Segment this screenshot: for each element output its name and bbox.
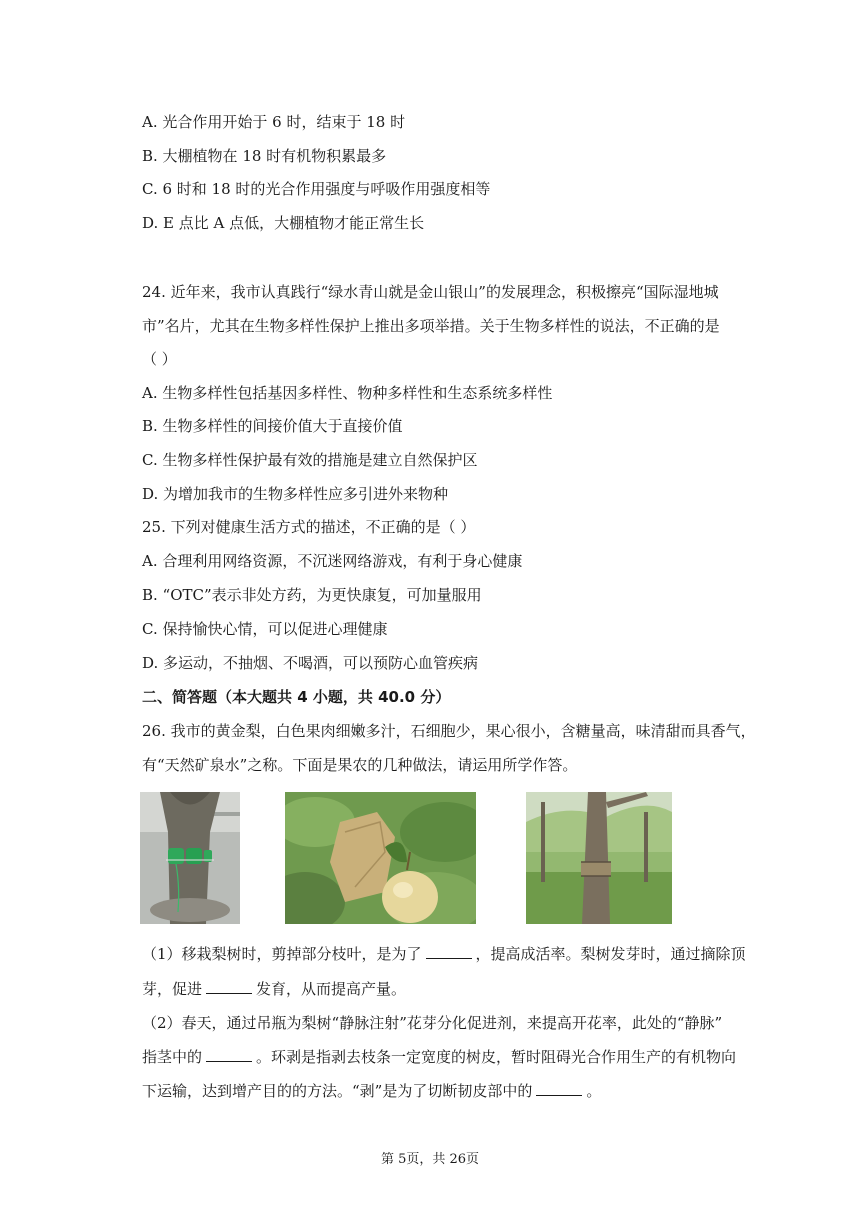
q26-stem-line2: 有“天然矿泉水”之称。下面是果农的几种做法，请运用所学作答。 <box>142 756 578 774</box>
q23-option-d: D. E 点比 A 点低，大棚植物才能正常生长 <box>142 214 425 232</box>
q26-part1-text-b: ，提高成活率。梨树发芽时，通过摘除顶 <box>475 945 746 963</box>
q25-option-b: B. “OTC”表示非处方药，为更快康复，可加量服用 <box>142 586 482 604</box>
q24-stem-line3: （ ） <box>142 350 177 368</box>
q24-option-a: A. 生物多样性包括基因多样性、物种多样性和生态系统多样性 <box>142 384 553 402</box>
q24-option-b: B. 生物多样性的间接价值大于直接价值 <box>142 417 403 435</box>
q26-part1-text-a: （1）移栽梨树时，剪掉部分枝叶，是为了 <box>142 945 422 963</box>
q26-stem-line1: 26. 我市的黄金梨，白色果肉细嫩多汁，石细胞少，果心很小，含糖量高，味清甜而具香气， <box>142 722 756 740</box>
ring-barked-tree-photo <box>526 792 672 924</box>
q26-part2-text-d: 下运输，达到增产目的的方法。“剥”是为了切断韧皮部中的 <box>142 1082 533 1100</box>
answer-blank-4[interactable] <box>536 1081 582 1096</box>
q25-stem: 25. 下列对健康生活方式的描述，不正确的是（ ） <box>142 518 476 536</box>
q25-option-a: A. 合理利用网络资源，不沉迷网络游戏，有利于身心健康 <box>142 552 523 570</box>
q23-option-b: B. 大棚植物在 18 时有机物积累最多 <box>142 147 387 165</box>
q23-option-c: C. 6 时和 18 时的光合作用强度与呼吸作用强度相等 <box>142 180 491 198</box>
q26-part1-text-c: 芽，促进 <box>142 980 203 998</box>
q26-part2-text-c: 。环剥是指剥去枝条一定宽度的树皮，暂时阻碍光合作用生产的有机物向 <box>256 1048 737 1066</box>
q26-part2-text-e: 。 <box>586 1082 602 1100</box>
answer-blank-2[interactable] <box>206 979 252 994</box>
answer-blank-3[interactable] <box>206 1047 252 1062</box>
q25-option-d: D. 多运动，不抽烟、不喝酒，可以预防心血管疾病 <box>142 654 479 672</box>
answer-blank-1[interactable] <box>426 944 472 959</box>
q25-option-c: C. 保持愉快心情，可以促进心理健康 <box>142 620 388 638</box>
tree-iv-bag-photo <box>140 792 240 924</box>
q26-part2-line3 <box>142 1081 601 1101</box>
q26-part1-line1 <box>142 944 746 964</box>
q24-option-c: C. 生物多样性保护最有效的措施是建立自然保护区 <box>142 451 478 469</box>
q23-option-a: A. 光合作用开始于 6 时，结束于 18 时 <box>142 113 406 131</box>
q24-stem-line1: 24. 近年来，我市认真践行“绿水青山就是金山银山”的发展理念，积极擦亮“国际湿地城 <box>142 283 719 301</box>
q26-part2-line1: （2）春天，通过吊瓶为梨树“静脉注射”花芽分化促进剂，来提高开花率，此处的“静脉” <box>142 1014 723 1032</box>
q24-stem-line2: 市”名片，尤其在生物多样性保护上推出多项举措。关于生物多样性的说法，不正确的是 <box>142 317 720 335</box>
q26-part2-line2 <box>142 1047 736 1067</box>
q24-option-d: D. 为增加我市的生物多样性应多引进外来物种 <box>142 485 449 503</box>
q26-part1-text-d: 发育，从而提高产量。 <box>256 980 407 998</box>
page-footer: 第 5页，共 26页 <box>380 1152 480 1167</box>
section-title: 二、简答题（本大题共 4 小题，共 40.0 分） <box>142 688 451 706</box>
q26-part2-text-b: 指茎中的 <box>142 1048 203 1066</box>
q26-part1-line2 <box>142 979 406 999</box>
bagged-pear-photo <box>285 792 476 924</box>
